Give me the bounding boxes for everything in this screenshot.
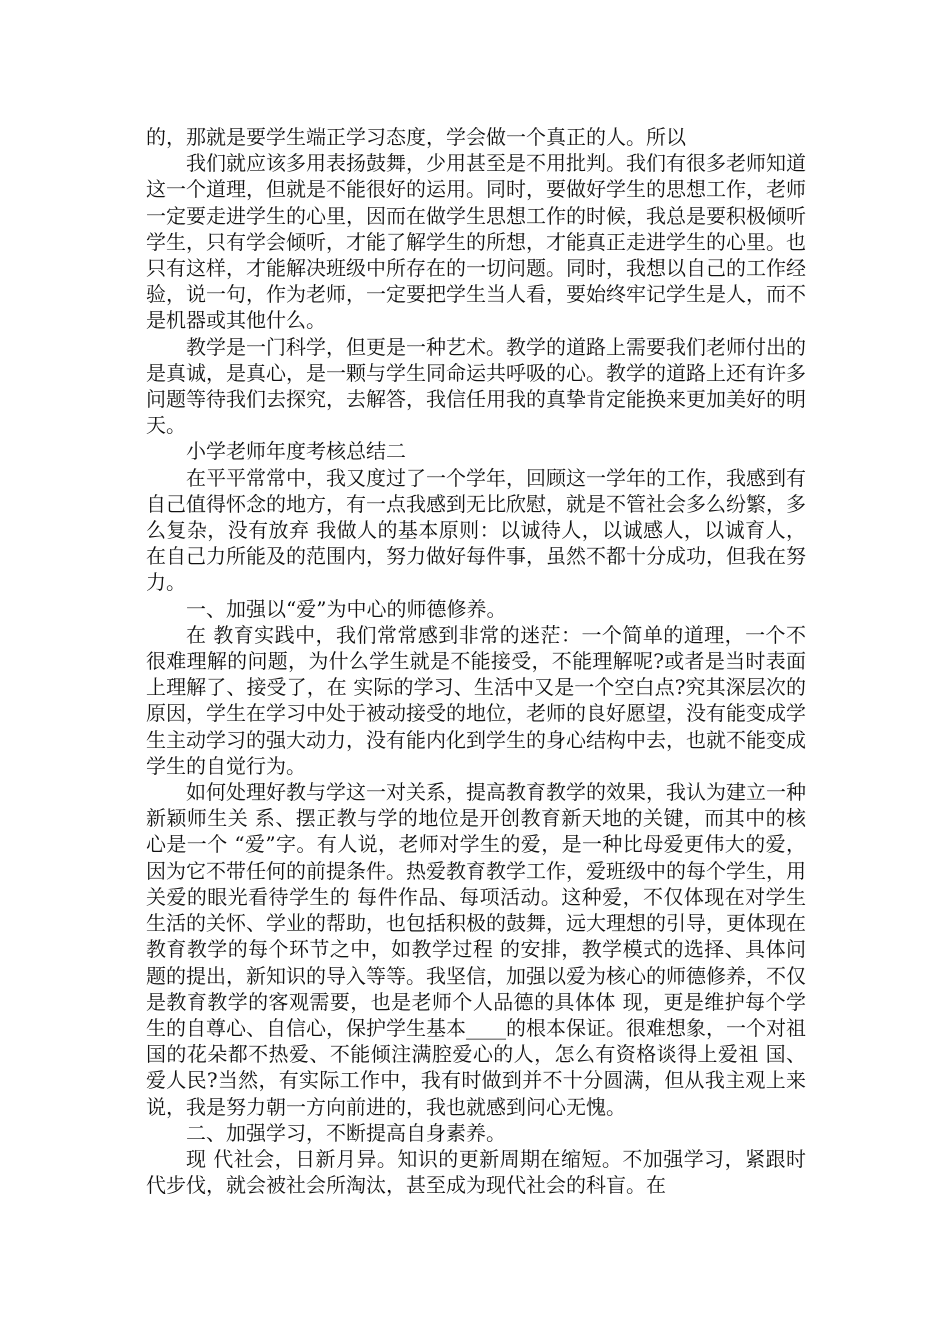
heading-1: 一、加强以“爱”为中心的师德修养。	[186, 596, 507, 621]
paragraph-7: 现 代社会，日新月异。知识的更新周期在缩短。不加强学习，紧跟时代步伐，就会被社会所淘汰，甚至成为现代社会的科盲。在	[146, 1146, 806, 1198]
section-title: 小学老师年度考核总结二	[186, 439, 406, 464]
heading-2: 二、加强学习，不断提高自身素养。	[186, 1120, 506, 1145]
paragraph-1: 的，那就是要学生端正学习态度，学会做一个真正的人。所以	[146, 125, 686, 149]
document-page	[146, 124, 806, 1198]
paragraph-3: 教学是一门科学，但更是一种艺术。教学的道路上需要我们老师付出的是真诚，是真心，是一颗与学生同命运共呼吸的心。教学的道路上还有许多问题等待我们去探究，去解答，我信任用我的真挚肯定能换来更加美好的明天。	[146, 334, 806, 438]
paragraph-2: 我们就应该多用表扬鼓舞，少用甚至是不用批判。我们有很多老师知道这一个道理，但就是不能很好的运用。同时，要做好学生的思想工作，老师一定要走进学生的心里，因而在做学生思想工作的时候，我总是要积极倾听学生，只有学会倾听，才能了解学生的所想，才能真正走进学生的心里。也只有这样，才能解决班级中所存在的一切问题。同时，我想以自己的工作经验，说一句，作为老师，一定要把学生当人看，要始终牢记学生是人，而不是机器或其他什么。	[146, 151, 806, 333]
paragraph-6: 如何处理好教与学这一对关系，提高教育教学的效果，我认为建立一种新颖师生关 系、摆正教与学的地位是开创教育新天地的关键，而其中的核心是一个 “爱”字。有人说，老师对学生的爱，是一种比母爱更伟大的爱，因为它不带任何的前提条件。热爱教育教学工作，爱班级中的每个学生，用关爱的眼光看待学生的 每件作品、每项活动。这种爱，不仅体现在对学生生活的关怀、学业的帮助，也包括积极的鼓舞，远大理想的引导，更体现在教育教学的每个环节之中，如教学过程 的安排，教学模式的选择、具体问题的提出，新知识的导入等等。我坚信，加强以爱为核心的师德修养，不仅是教育教学的客观需要，也是老师个人品德的具体体 现，更是维护每个学生的自尊心、自信心，保护学生基本____的根本保证。很难想象，一个对祖国的花朵都不热爱、不能倾注满腔爱心的人，怎么有资格谈得上爱祖 国、爱人民?当然，有实际工作中，我有时做到并不十分圆满，但从我主观上来说，我是努力朝一方向前进的，我也就感到问心无愧。	[146, 780, 806, 1119]
paragraph-4: 在平平常常中，我又度过了一个学年，回顾这一学年的工作，我感到有自己值得怀念的地方，有一点我感到无比欣慰，就是不管社会多么纷繁，多么复杂，没有放弃 我做人的基本原则：以诚待人，以诚感人，以诚育人，在自己力所能及的范围内，努力做好每件事，虽然不都十分成功，但我在努力。	[146, 465, 806, 595]
paragraph-5: 在 教育实践中，我们常常感到非常的迷茫：一个简单的道理，一个不很难理解的问题，为什么学生就是不能接受，不能理解呢?或者是当时表面上理解了、接受了，在 实际的学习、生活中又是一个空白点?究其深层次的原因，学生在学习中处于被动接受的地位，老师的良好愿望，没有能变成学生主动学习的强大动力，没有能内化到学生的身心结构中去，也就不能变成学生的自觉行为。	[146, 622, 806, 778]
